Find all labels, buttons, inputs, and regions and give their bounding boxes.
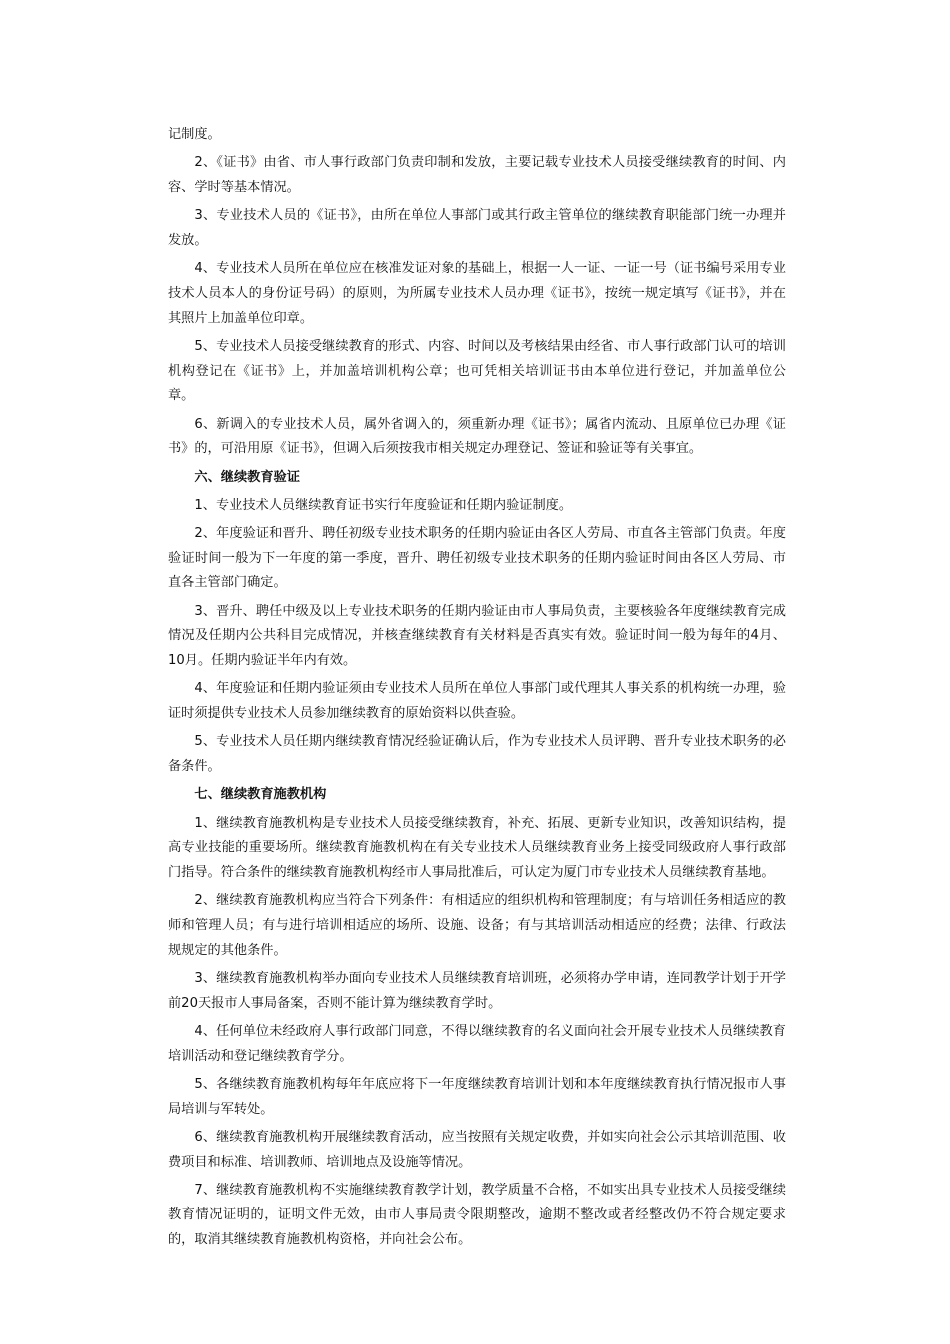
section-heading-verification: 六、继续教育验证 <box>194 469 300 485</box>
paragraph-senior-verification: 3、晋升、聘任中级及以上专业技术职务的任期内验证由市人事局负责，主要核验各年度继续教育完成情况及任期内公共科目完成情况，并核查继续教育有关材料是否真实有效。验证时间一般为每年的4月、10月。任期内验证半年内有效。 <box>168 603 786 669</box>
paragraph-unauthorized-training: 4、任何单位未经政府人事行政部门同意，不得以继续教育的名义面向社会开展专业技术人员继续教育培训活动和登记继续教育学分。 <box>168 1023 786 1064</box>
paragraph-certificate-numbering: 4、专业技术人员所在单位应在核准发证对象的基础上，根据一人一证、一证一号（证书编号采用专业技术人员本人的身份证号码）的原则，为所属专业技术人员办理《证书》，按统一规定填写《证书》，并在其照片上加盖单位印章。 <box>168 261 786 326</box>
paragraph-verification-system: 1、专业技术人员继续教育证书实行年度验证和任期内验证制度。 <box>194 497 573 513</box>
paragraph-annual-verification: 2、年度验证和晋升、聘任初级专业技术职务的任期内验证由各区人劳局、市直各主管部门负责。年度验证时间一般为下一年度的第一季度，晋升、聘任初级专业技术职务的任期内验证时间由各区人劳局、市直各主管部门确定。 <box>168 526 786 591</box>
paragraph-verification-requirement: 5、专业技术人员任期内继续教育情况经验证确认后，作为专业技术人员评聘、晋升专业技术职务的必备条件。 <box>168 734 786 775</box>
document-page <box>168 123 786 1256</box>
paragraph-certificate-printing: 2、《证书》由省、市人事行政部门负责印制和发放，主要记载专业技术人员接受继续教育的时间、内容、学时等基本情况。 <box>168 155 786 195</box>
paragraph-training-registration: 5、专业技术人员接受继续教育的形式、内容、时间以及考核结果由经省、市人事行政部门认可的培训机构登记在《证书》上，并加盖培训机构公章；也可凭相关培训证书由本单位进行登记，并加盖单位公章。 <box>168 338 786 404</box>
section-heading-institutions: 七、继续教育施教机构 <box>194 787 327 803</box>
paragraph-certificate-issuance: 3、专业技术人员的《证书》，由所在单位人事部门或其行政主管单位的继续教育职能部门统一办理并发放。 <box>168 208 786 248</box>
paragraph-verification-procedure: 4、年度验证和任期内验证须由专业技术人员所在单位人事部门或代理其人事关系的机构统一办理，验证时须提供专业技术人员参加继续教育的原始资料以供查验。 <box>168 681 786 722</box>
paragraph-penalties: 7、继续教育施教机构不实施继续教育教学计划，教学质量不合格，不如实出具专业技术人员接受继续教育情况证明的，证明文件无效，由市人事局责令限期整改，逾期不整改或者经整改仍不符合规定要求的，取消其继续教育施教机构资格，并向社会公布。 <box>168 1182 786 1248</box>
paragraph-institution-conditions: 2、继续教育施教机构应当符合下列条件：有相适应的组织机构和管理制度；有与培训任务相适应的教师和管理人员；有与进行培训相适应的场所、设施、设备；有与其培训活动相适应的经费；法律、行政法规规定的其他条件。 <box>168 893 786 958</box>
paragraph-continuation: 记制度。 <box>168 127 221 142</box>
paragraph-fees-disclosure: 6、继续教育施教机构开展继续教育活动，应当按照有关规定收费，并如实向社会公示其培训范围、收费项目和标准、培训教师、培训地点及设施等情况。 <box>168 1129 786 1170</box>
paragraph-transferred-staff: 6、新调入的专业技术人员，属外省调入的，须重新办理《证书》；属省内流动、且原单位已办理《证书》的，可沿用原《证书》，但调入后须按我市相关规定办理登记、签证和验证等有关事宜。 <box>168 416 786 457</box>
paragraph-annual-plan: 5、各继续教育施教机构每年年底应将下一年度继续教育培训计划和本年度继续教育执行情况报市人事局培训与军转处。 <box>168 1076 786 1117</box>
paragraph-institution-role: 1、继续教育施教机构是专业技术人员接受继续教育，补充、拓展、更新专业知识，改善知识结构，提高专业技能的重要场所。继续教育施教机构在有关专业技术人员继续教育业务上接受同级政府人事行政部门指导。符合条件的继续教育施教机构经市人事局批准后，可认定为厦门市专业技术人员继续教育基地。 <box>168 815 786 880</box>
paragraph-course-filing: 3、继续教育施教机构举办面向专业技术人员继续教育培训班，必须将办学申请，连同教学计划于开学前20天报市人事局备案，否则不能计算为继续教育学时。 <box>168 970 786 1011</box>
